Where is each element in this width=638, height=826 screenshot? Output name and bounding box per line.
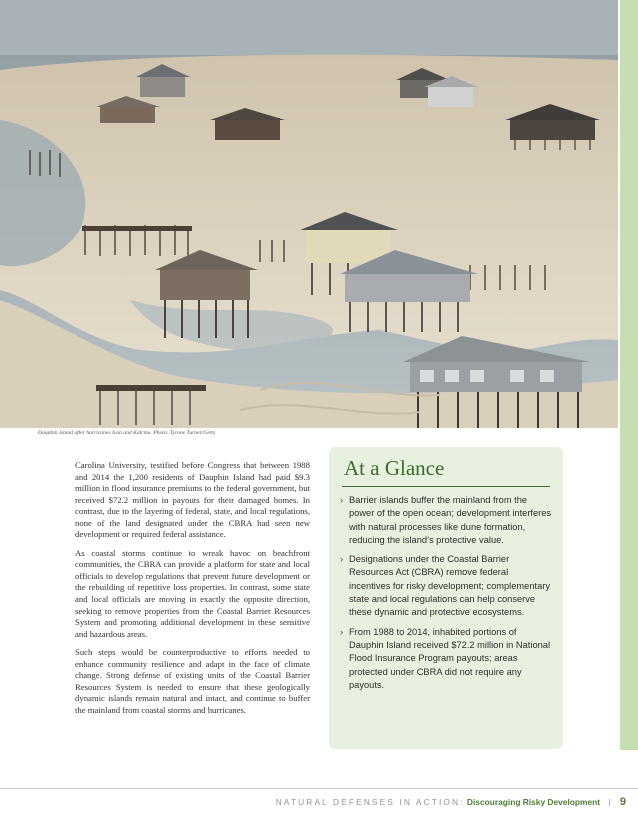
chevron-right-icon: › bbox=[340, 495, 344, 506]
body-text-column bbox=[75, 460, 310, 723]
title-divider bbox=[342, 486, 550, 487]
page-footer bbox=[276, 796, 626, 808]
footer-divider bbox=[0, 788, 638, 789]
page-number: 9 bbox=[619, 796, 626, 808]
glance-item-text: From 1988 to 2014, inhabited portions of Dauphin Island received $72.2 million in National Flood Insurance Program payouts; areas protected under CBRA did not require any payouts. bbox=[349, 626, 551, 690]
photo-caption: Dauphin Island after hurricanes Ivan and Katrina. Photo: Tyrone Turner/Getty bbox=[38, 430, 216, 436]
side-accent-bar bbox=[620, 0, 638, 750]
glance-item bbox=[340, 494, 552, 547]
glance-list bbox=[340, 494, 552, 698]
footer-series: NATURAL DEFENSES IN ACTION: bbox=[275, 797, 465, 807]
at-a-glance-box bbox=[329, 447, 563, 749]
footer-title: Discouraging Risky Development bbox=[466, 797, 601, 807]
body-paragraph: As coastal storms continue to wreak havoc on beachfront communities, the CBRA can provide a platform for state and local officials to develop regulations that prevent future development or the rebuilding of repetitive loss properties. In contrast, some state and local officials are moving in exactly the opposite direction, seeking to remove properties from the Coastal Barrier Resources System and promoting additional development in these sensitive and hazardous areas. bbox=[75, 547, 310, 639]
glance-item bbox=[340, 626, 552, 692]
glance-item bbox=[340, 553, 552, 619]
chevron-right-icon: › bbox=[340, 626, 344, 638]
glance-item-text: Designations under the Coastal Barrier Resources Act (CBRA) remove federal incentives for risky development; complementary state and local regulations can help conserve these dynamic and protective ecosystems. bbox=[349, 554, 550, 618]
glance-item-text: Barrier islands buffer the mainland from the power of the open ocean; development interferes with natural processes like dune formation, reducing the island’s protective value. bbox=[349, 495, 552, 545]
body-paragraph: Carolina University, testified before Congress that between 1988 and 2014 the 1,200 residents of Dauphin Island had paid $9.3 million in flood insurance premiums to the federal government, but received $72.2 million in payouts for their damaged homes. In contrast, due to the layering of federal, state, and local regulations, none of the land designated under the CBRA had seen new development or required federal assistance. bbox=[75, 460, 310, 540]
footer-separator: | bbox=[608, 797, 611, 807]
chevron-right-icon: › bbox=[340, 554, 344, 566]
at-a-glance-title: At a Glance bbox=[344, 456, 445, 480]
body-paragraph: Such steps would be counterproductive to efforts needed to enhance community resilience and adapt in the face of climate change. Strong defense of existing units of the Coastal Barrier Resources System is needed to ensure that these geologically dynamic islands remain natural and intact, and continue to buffer the mainland from coastal storms and hurricanes. bbox=[75, 647, 310, 715]
